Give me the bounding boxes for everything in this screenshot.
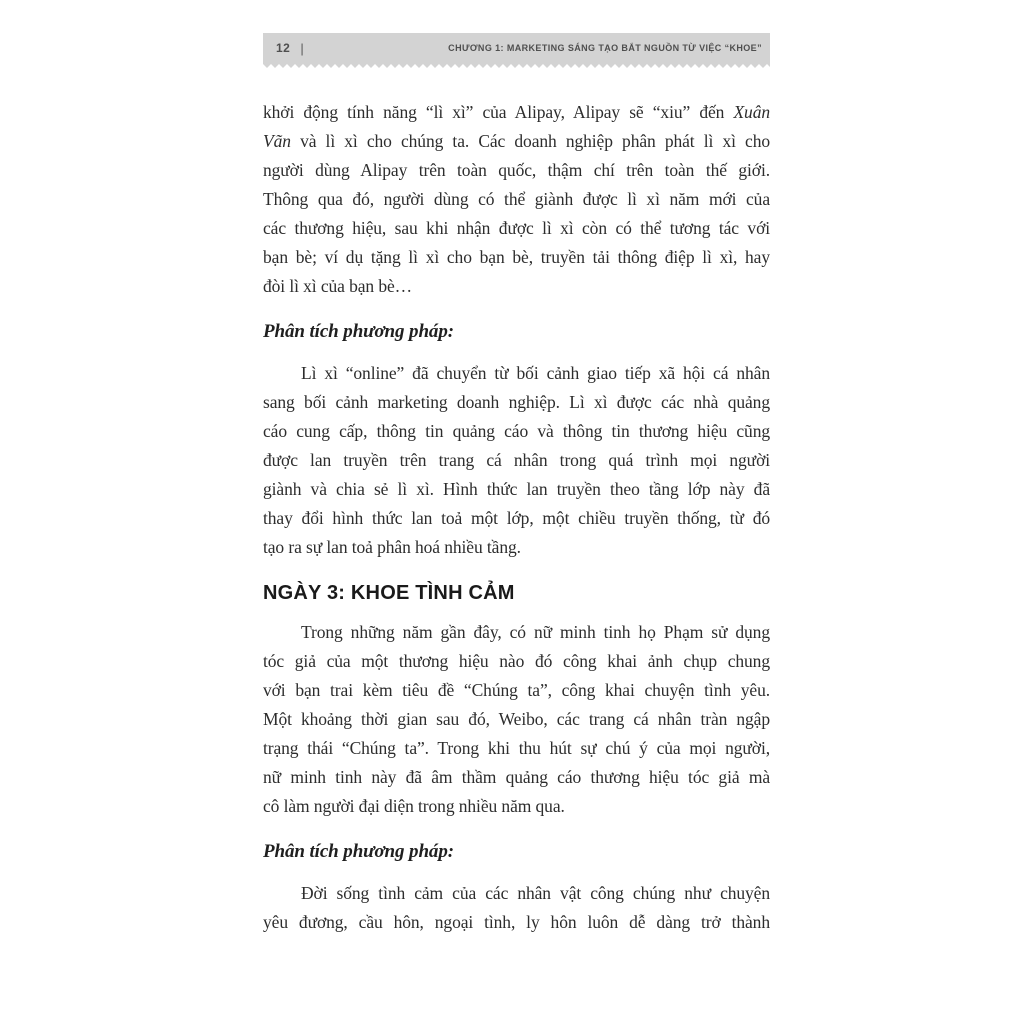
text-line bbox=[263, 127, 770, 156]
text-segment: đòi lì xì của bạn bè… bbox=[263, 276, 413, 296]
text-segment: thay đổi hình thức lan toả một lớp, một chiều truyền thống, từ đó bbox=[263, 508, 770, 528]
page-number: 12 bbox=[276, 41, 291, 55]
text-line bbox=[263, 98, 770, 127]
paragraph bbox=[263, 879, 770, 937]
text-segment: được lan truyền trên trang cá nhân trong quá trình mọi người bbox=[263, 450, 770, 470]
text-line bbox=[263, 417, 770, 446]
content-blocks bbox=[263, 98, 770, 937]
text-segment: người dùng Alipay trên toàn quốc, thậm chí trên toàn thế giới. bbox=[263, 160, 770, 180]
paragraph bbox=[263, 359, 770, 562]
text-line bbox=[263, 156, 770, 185]
text-line bbox=[263, 185, 770, 214]
text-segment: các thương hiệu, sau khi nhận được lì xì còn có thể tương tác với bbox=[263, 218, 770, 238]
text-line bbox=[263, 879, 770, 908]
text-line bbox=[263, 243, 770, 272]
text-line bbox=[263, 705, 770, 734]
text-line bbox=[263, 533, 770, 562]
text-line bbox=[263, 359, 770, 388]
text-segment: sang bối cảnh marketing doanh nghiệp. Lì xì được các nhà quảng bbox=[263, 392, 770, 412]
text-segment: giành và chia sẻ lì xì. Hình thức lan truyền theo tầng lớp này đã bbox=[263, 479, 770, 499]
text-segment: Một khoảng thời gian sau đó, Weibo, các trang cá nhân tràn ngập bbox=[263, 709, 770, 729]
text-segment: và lì xì cho chúng ta. Các doanh nghiệp phân phát lì xì cho bbox=[290, 131, 770, 151]
text-line bbox=[263, 272, 770, 301]
text-line bbox=[263, 908, 770, 937]
page-number-separator: | bbox=[300, 40, 304, 56]
text-segment: yêu đương, cầu hôn, ngoại tình, ly hôn luôn dễ dàng trở thành bbox=[263, 912, 770, 932]
text-line bbox=[263, 214, 770, 243]
text-line bbox=[263, 618, 770, 647]
text-line bbox=[263, 676, 770, 705]
text-line bbox=[263, 647, 770, 676]
text-line bbox=[263, 475, 770, 504]
text-segment: Trong những năm gần đây, có nữ minh tinh họ Phạm sử dụng bbox=[301, 622, 770, 642]
header-sawtooth-edge bbox=[263, 63, 770, 68]
text-segment: Thông qua đó, người dùng có thể giành được lì xì năm mới của bbox=[263, 189, 770, 209]
italic-text-segment: Vãn bbox=[263, 131, 291, 151]
text-line bbox=[263, 763, 770, 792]
text-segment: Đời sống tình cảm của các nhân vật công chúng như chuyện bbox=[301, 883, 770, 903]
section-heading: NGÀY 3: KHOE TÌNH CẢM bbox=[263, 582, 515, 604]
text-segment: bạn bè; ví dụ tặng lì xì cho bạn bè, truyền tải thông điệp lì xì, hay bbox=[263, 247, 770, 267]
text-segment: nữ minh tinh này đã âm thầm quảng cáo thương hiệu tóc giả mà bbox=[263, 767, 770, 787]
chapter-title: CHƯƠNG 1: MARKETING SÁNG TẠO BẮT NGUỒN TỪ VIỆC “KHOE” bbox=[448, 43, 762, 53]
text-line bbox=[263, 734, 770, 763]
text-segment: tạo ra sự lan toả phân hoá nhiều tầng. bbox=[263, 537, 521, 557]
text-line bbox=[263, 446, 770, 475]
text-segment: tóc giả của một thương hiệu nào đó công khai ảnh chụp chung bbox=[263, 651, 770, 671]
text-segment: cô làm người đại diện trong nhiều năm qua. bbox=[263, 796, 565, 816]
paragraph bbox=[263, 98, 770, 301]
paragraph bbox=[263, 618, 770, 821]
italic-text-segment: Xuân bbox=[733, 102, 770, 122]
page-header bbox=[263, 33, 770, 63]
text-line bbox=[263, 792, 770, 821]
text-segment: cáo cung cấp, thông tin quảng cáo và thông tin thương hiệu cũng bbox=[263, 421, 770, 441]
text-segment: Lì xì “online” đã chuyển từ bối cảnh giao tiếp xã hội cá nhân bbox=[301, 363, 770, 383]
text-segment: trạng thái “Chúng ta”. Trong khi thu hút sự chú ý của mọi người, bbox=[263, 738, 770, 758]
text-line bbox=[263, 504, 770, 533]
text-segment: khởi động tính năng “lì xì” của Alipay, Alipay sẽ “xiu” đến bbox=[263, 102, 734, 122]
analysis-heading: Phân tích phương pháp: bbox=[263, 841, 454, 862]
analysis-heading: Phân tích phương pháp: bbox=[263, 321, 454, 342]
text-column bbox=[263, 33, 770, 937]
text-segment: với bạn trai kèm tiêu đề “Chúng ta”, công khai chuyện tình yêu. bbox=[263, 680, 770, 700]
text-line bbox=[263, 388, 770, 417]
